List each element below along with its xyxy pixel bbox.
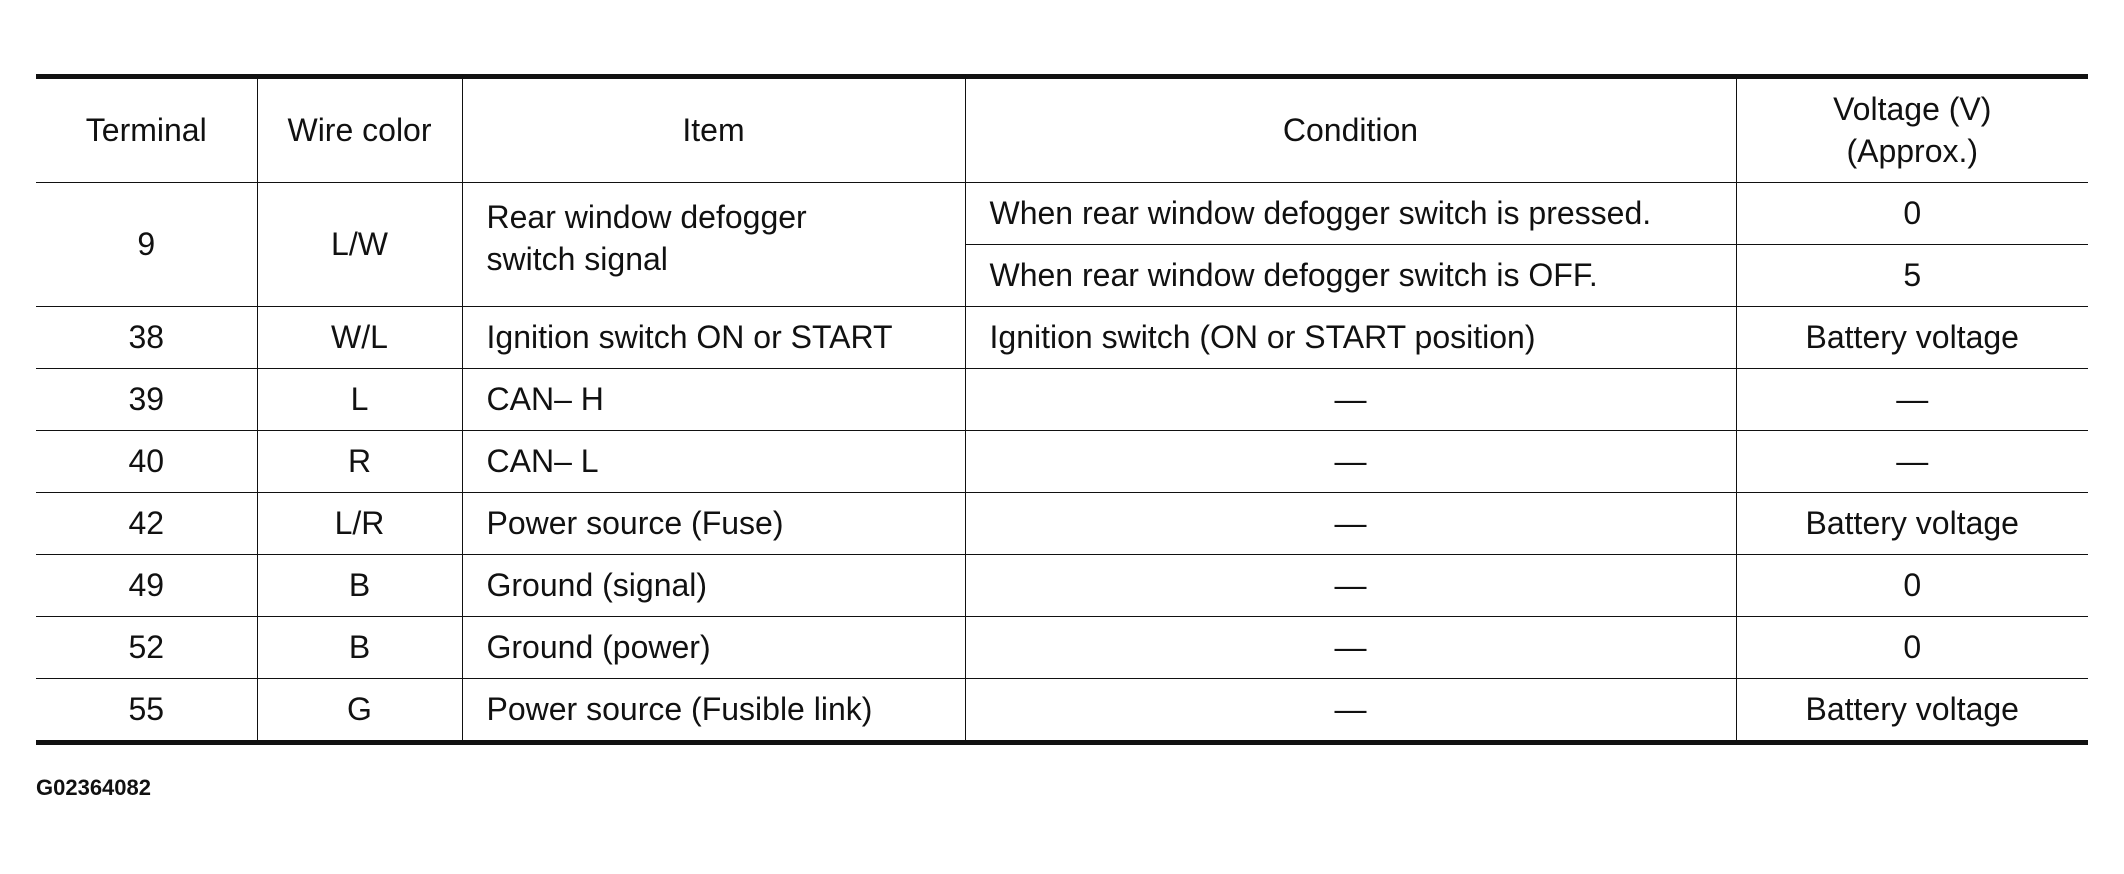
condition-cell: —	[965, 555, 1736, 617]
wire-color-cell: L/W	[257, 183, 462, 307]
wire-color-cell: W/L	[257, 307, 462, 369]
voltage-cell: Battery voltage	[1736, 679, 2088, 743]
table-row	[36, 307, 2088, 369]
header-voltage-line2: (Approx.)	[1846, 132, 1979, 169]
voltage-cell: 5	[1736, 245, 2088, 307]
table-row	[36, 679, 2088, 743]
header-wire-color: Wire color	[257, 77, 462, 183]
voltage-cell: 0	[1736, 617, 2088, 679]
table-row	[36, 617, 2088, 679]
header-voltage	[1736, 77, 2088, 183]
item-cell: Power source (Fuse)	[462, 493, 965, 555]
terminal-cell: 9	[36, 183, 257, 307]
terminal-cell: 42	[36, 493, 257, 555]
terminal-table-container	[36, 74, 2088, 745]
voltage-cell: 0	[1736, 183, 2088, 245]
condition-cell: When rear window defogger switch is OFF.	[965, 245, 1736, 307]
item-cell: CAN– L	[462, 431, 965, 493]
voltage-cell: Battery voltage	[1736, 493, 2088, 555]
wire-color-cell: B	[257, 555, 462, 617]
voltage-cell: Battery voltage	[1736, 307, 2088, 369]
table-header-row	[36, 77, 2088, 183]
terminal-cell: 40	[36, 431, 257, 493]
item-line2: switch signal	[486, 240, 668, 277]
wire-color-cell: L	[257, 369, 462, 431]
item-line1: Rear window defogger	[486, 199, 807, 235]
header-voltage-line1: Voltage (V)	[1833, 90, 1992, 127]
item-cell	[462, 183, 965, 307]
header-item: Item	[462, 77, 965, 183]
terminal-reference-table	[36, 74, 2088, 745]
terminal-cell: 39	[36, 369, 257, 431]
condition-cell: —	[965, 617, 1736, 679]
table-row	[36, 431, 2088, 493]
item-cell: Ground (signal)	[462, 555, 965, 617]
voltage-cell: —	[1736, 431, 2088, 493]
table-row	[36, 183, 2088, 245]
wire-color-cell: G	[257, 679, 462, 743]
condition-cell: —	[965, 369, 1736, 431]
terminal-cell: 49	[36, 555, 257, 617]
condition-cell: —	[965, 493, 1736, 555]
condition-cell: When rear window defogger switch is pressed.	[965, 183, 1736, 245]
wire-color-cell: R	[257, 431, 462, 493]
terminal-cell: 52	[36, 617, 257, 679]
wire-color-cell: L/R	[257, 493, 462, 555]
table-row	[36, 369, 2088, 431]
terminal-cell: 38	[36, 307, 257, 369]
table-row	[36, 555, 2088, 617]
condition-cell: —	[965, 431, 1736, 493]
terminal-cell: 55	[36, 679, 257, 743]
item-cell: CAN– H	[462, 369, 965, 431]
item-cell: Ground (power)	[462, 617, 965, 679]
table-row	[36, 493, 2088, 555]
figure-id-label: G02364082	[36, 775, 151, 800]
voltage-cell: 0	[1736, 555, 2088, 617]
condition-cell: —	[965, 679, 1736, 743]
item-cell: Ignition switch ON or START	[462, 307, 965, 369]
voltage-cell: —	[1736, 369, 2088, 431]
condition-cell: Ignition switch (ON or START position)	[965, 307, 1736, 369]
item-cell: Power source (Fusible link)	[462, 679, 965, 743]
header-terminal: Terminal	[36, 77, 257, 183]
header-condition: Condition	[965, 77, 1736, 183]
wire-color-cell: B	[257, 617, 462, 679]
